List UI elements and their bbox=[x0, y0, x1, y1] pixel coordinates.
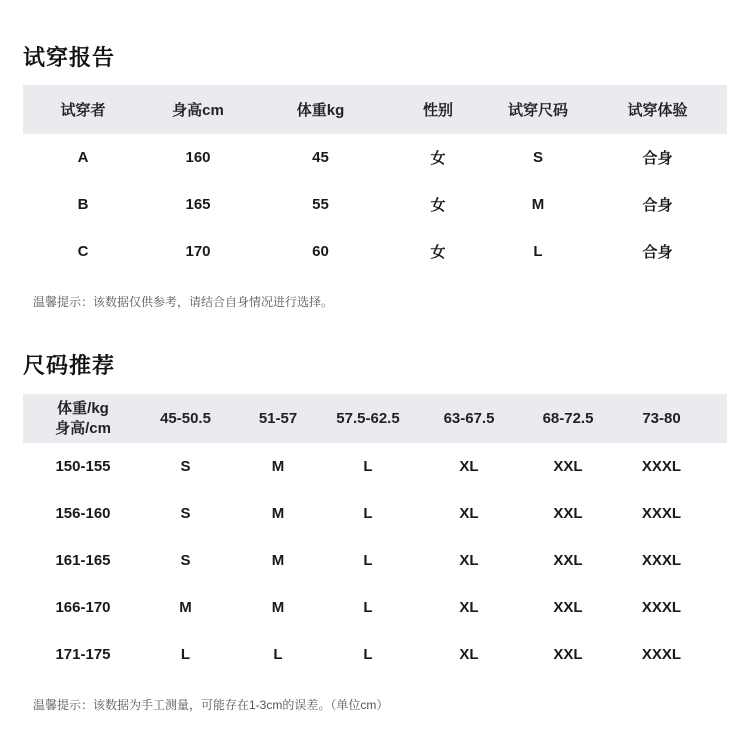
cell-size: M bbox=[271, 599, 285, 616]
header-weight-range: 45-50.5 bbox=[160, 410, 211, 427]
cell-size: L bbox=[363, 599, 373, 616]
cell-size: S bbox=[180, 552, 191, 569]
cell-size: XXXL bbox=[641, 599, 682, 616]
cell-tester: C bbox=[77, 243, 89, 260]
size-header-row bbox=[23, 394, 727, 443]
cell-size: XXXL bbox=[641, 646, 682, 663]
table-row bbox=[23, 537, 727, 584]
cell-size: XXL bbox=[553, 552, 583, 569]
size-note: 温馨提示：该数据为手工测量，可能存在1-3cm的误差。（单位cm） bbox=[33, 698, 389, 712]
cell-size: XXL bbox=[553, 505, 583, 522]
header-weight-label: 体重/kg bbox=[57, 399, 109, 417]
cell-height-range: 156-160 bbox=[55, 505, 111, 522]
cell-height-range: 166-170 bbox=[55, 599, 111, 616]
cell-size: L bbox=[273, 646, 283, 663]
cell-size: S bbox=[532, 149, 543, 166]
cell-size: XXXL bbox=[641, 552, 682, 569]
cell-size: M bbox=[271, 458, 285, 475]
header-tester: 试穿者 bbox=[60, 102, 106, 119]
header-height: 身高cm bbox=[172, 102, 224, 119]
cell-fit: 合身 bbox=[642, 197, 673, 214]
size-recommendation-table bbox=[23, 394, 727, 678]
cell-fit: 合身 bbox=[642, 244, 673, 261]
cell-weight: 55 bbox=[312, 196, 329, 213]
table-row bbox=[23, 584, 727, 631]
cell-size: XL bbox=[459, 646, 479, 663]
table-row bbox=[23, 228, 727, 275]
header-weight-range: 51-57 bbox=[258, 410, 298, 427]
cell-size: XXXL bbox=[641, 505, 682, 522]
cell-height-range: 150-155 bbox=[55, 458, 111, 475]
cell-gender: 女 bbox=[430, 244, 446, 261]
header-weight-range: 63-67.5 bbox=[443, 410, 495, 427]
cell-size: L bbox=[363, 646, 373, 663]
cell-size: L bbox=[363, 458, 373, 475]
cell-weight: 60 bbox=[312, 243, 329, 260]
cell-size: S bbox=[180, 505, 191, 522]
cell-height: 165 bbox=[185, 196, 211, 213]
cell-height-range: 171-175 bbox=[55, 646, 111, 663]
cell-size: L bbox=[533, 243, 543, 260]
trial-note: 温馨提示：该数据仅供参考，请结合自身情况进行选择。 bbox=[33, 295, 334, 309]
cell-size: M bbox=[179, 599, 192, 616]
cell-tester: B bbox=[77, 196, 89, 213]
cell-size: XL bbox=[459, 505, 479, 522]
header-weight-range: 73-80 bbox=[642, 410, 681, 427]
header-fit: 试穿体验 bbox=[627, 102, 688, 119]
cell-size: XXL bbox=[553, 646, 583, 663]
cell-size: XXL bbox=[553, 599, 583, 616]
cell-gender: 女 bbox=[430, 197, 446, 214]
cell-size: M bbox=[531, 196, 545, 213]
table-row bbox=[23, 631, 727, 678]
table-row bbox=[23, 443, 727, 490]
cell-size: XXXL bbox=[641, 458, 682, 475]
cell-size: L bbox=[363, 505, 373, 522]
header-height-label: 身高/cm bbox=[55, 419, 111, 437]
header-gender: 性别 bbox=[422, 102, 453, 119]
cell-size: XL bbox=[459, 599, 479, 616]
cell-gender: 女 bbox=[430, 150, 446, 167]
header-weight: 体重kg bbox=[296, 102, 345, 119]
trial-report-table bbox=[23, 85, 727, 275]
cell-size: L bbox=[180, 646, 191, 663]
trial-header-row bbox=[23, 85, 727, 134]
header-trial-size: 试穿尺码 bbox=[507, 102, 568, 119]
cell-weight: 45 bbox=[312, 149, 329, 166]
cell-size: M bbox=[271, 552, 285, 569]
cell-size: S bbox=[180, 458, 191, 475]
header-weight-range: 57.5-62.5 bbox=[336, 410, 400, 427]
cell-size: L bbox=[363, 552, 373, 569]
cell-size: XL bbox=[459, 552, 479, 569]
cell-size: XXL bbox=[553, 458, 583, 475]
cell-height: 160 bbox=[185, 149, 211, 166]
size-recommendation-title: 尺码推荐 bbox=[23, 353, 116, 378]
cell-height: 170 bbox=[185, 243, 211, 260]
table-row bbox=[23, 181, 727, 228]
header-corner bbox=[23, 399, 143, 439]
trial-report-title: 试穿报告 bbox=[23, 45, 116, 70]
cell-fit: 合身 bbox=[642, 150, 673, 167]
cell-tester: A bbox=[77, 149, 89, 166]
header-weight-range: 68-72.5 bbox=[542, 410, 594, 427]
table-row bbox=[23, 134, 727, 181]
cell-size: M bbox=[271, 505, 285, 522]
cell-height-range: 161-165 bbox=[55, 552, 111, 569]
cell-size: XL bbox=[459, 458, 479, 475]
table-row bbox=[23, 490, 727, 537]
